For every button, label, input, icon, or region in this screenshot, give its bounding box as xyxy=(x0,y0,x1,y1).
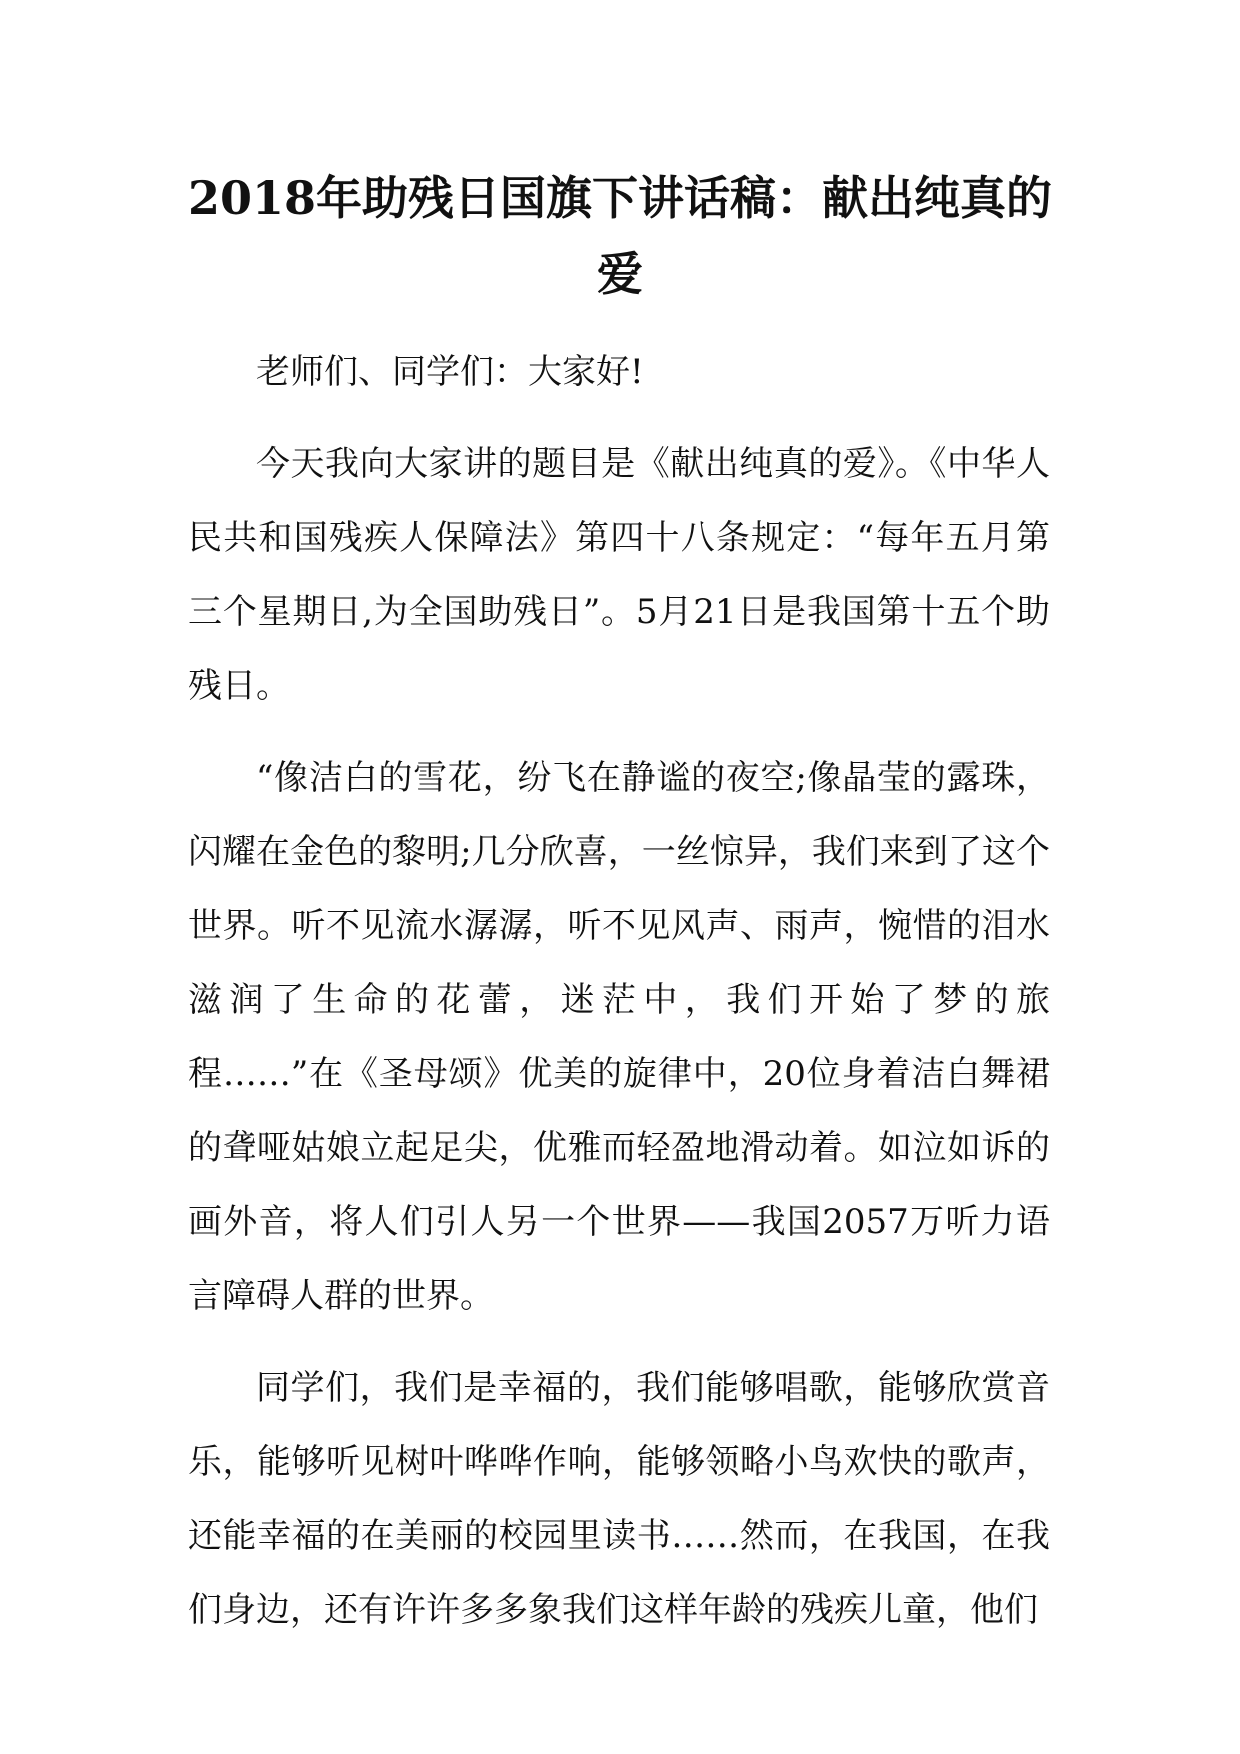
paragraph-spacer xyxy=(188,409,1050,427)
document-body xyxy=(188,335,1050,1647)
paragraph-quote: “像洁白的雪花，纷飞在静谧的夜空;像晶莹的露珠，闪耀在金色的黎明;几分欣喜，一丝惊异，我们来到了这个世界。听不见流水潺潺，听不见风声、雨声，惋惜的泪水滋润了生命的花蕾，迷茫中，我们开始了梦的旅程……”在《圣母颂》优美的旋律中，20位身着洁白舞裙的聋哑姑娘立起足尖，优雅而轻盈地滑动着。如泣如诉的画外音，将人们引人另一个世界——我国2057万听力语言障碍人群的世界。 xyxy=(188,758,1050,1316)
paragraph-spacer xyxy=(188,723,1050,741)
paragraph-spacer xyxy=(188,1333,1050,1351)
paragraph-greeting: 老师们、同学们：大家好! xyxy=(256,352,644,392)
document-title: 2018年助残日国旗下讲话稿：献出纯真的爱 xyxy=(187,171,1053,301)
paragraph-students: 同学们，我们是幸福的，我们能够唱歌，能够欣赏音乐，能够听见树叶哗哗作响，能够领略小鸟欢快的歌声，还能幸福的在美丽的校园里读书……然而，在我国，在我们身边，还有许许多多象我们这样年龄的残疾儿童，他们 xyxy=(188,1368,1050,1630)
paragraph-intro: 今天我向大家讲的题目是《献出纯真的爱》。《中华人民共和国残疾人保障法》第四十八条规定：“每年五月第三个星期日,为全国助残日”。5月21日是我国第十五个助残日。 xyxy=(188,444,1050,706)
